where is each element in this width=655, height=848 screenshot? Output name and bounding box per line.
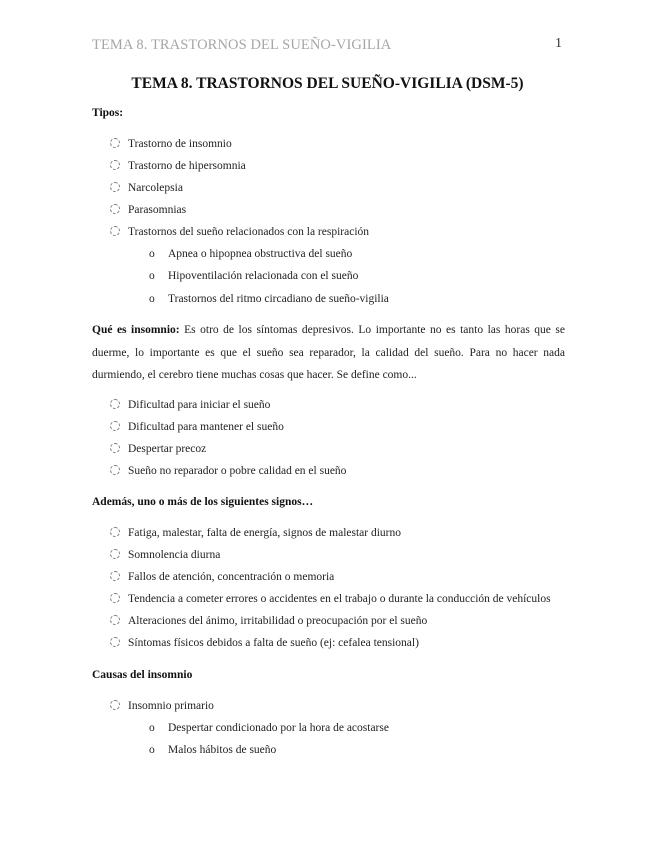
list-item: Dificultad para iniciar el sueño bbox=[110, 399, 270, 411]
insomnio-text: Es otro de los síntomas depresivos. Lo importante no es tanto las horas que se duerme, lo importante es que el sueño sea reparador, la calidad del sueño. Para no hacer nada durmiendo, el cerebro tiene muchas cosas que hacer. Se define como... bbox=[92, 324, 565, 381]
bullet-icon bbox=[110, 465, 120, 475]
page-number: 1 bbox=[555, 36, 562, 51]
bullet-icon bbox=[110, 160, 120, 170]
list-item: Alteraciones del ánimo, irritabilidad o preocupación por el sueño bbox=[110, 615, 427, 627]
insomnio-paragraph bbox=[92, 319, 565, 387]
bullet-icon bbox=[110, 527, 120, 537]
bullet-icon bbox=[110, 637, 120, 647]
bullet-icon bbox=[110, 443, 120, 453]
bullet-icon bbox=[110, 700, 120, 710]
list-item: Despertar precoz bbox=[110, 443, 206, 455]
sub-list-item: o Apnea o hipopnea obstructiva del sueño bbox=[149, 248, 353, 260]
list-item: Trastorno de insomnio bbox=[110, 138, 232, 150]
bullet-icon bbox=[110, 182, 120, 192]
sub-bullet-icon: o bbox=[149, 293, 155, 305]
bullet-icon bbox=[110, 226, 120, 236]
bullet-icon bbox=[110, 421, 120, 431]
sub-list-item: o Malos hábitos de sueño bbox=[149, 744, 277, 756]
list-item: Trastornos del sueño relacionados con la respiración bbox=[110, 226, 369, 238]
list-item: Trastorno de hipersomnia bbox=[110, 160, 246, 172]
list-item: Fallos de atención, concentración o memoria bbox=[110, 571, 334, 583]
sub-list-item: o Trastornos del ritmo circadiano de sueño-vigilia bbox=[149, 293, 389, 305]
sub-bullet-icon: o bbox=[149, 270, 155, 282]
list-item: Fatiga, malestar, falta de energía, signos de malestar diurno bbox=[110, 527, 401, 539]
list-item: Tendencia a cometer errores o accidentes en el trabajo o durante la conducción de vehículos bbox=[110, 593, 551, 605]
sub-list-item: o Despertar condicionado por la hora de acostarse bbox=[149, 722, 389, 734]
list-item: Sueño no reparador o pobre calidad en el sueño bbox=[110, 465, 346, 477]
list-item: Narcolepsia bbox=[110, 182, 183, 194]
bullet-icon bbox=[110, 615, 120, 625]
sub-bullet-icon: o bbox=[149, 722, 155, 734]
bullet-icon bbox=[110, 204, 120, 214]
bullet-icon bbox=[110, 593, 120, 603]
document-title: TEMA 8. TRASTORNOS DEL SUEÑO-VIGILIA (DSM-5) bbox=[131, 75, 524, 92]
sub-list-item: o Hipoventilación relacionada con el sueño bbox=[149, 270, 359, 282]
section-heading-signos: Además, uno o más de los siguientes signos… bbox=[92, 496, 314, 508]
sub-bullet-icon: o bbox=[149, 248, 155, 260]
list-item: Dificultad para mantener el sueño bbox=[110, 421, 284, 433]
section-heading-tipos: Tipos: bbox=[92, 107, 124, 119]
bullet-icon bbox=[110, 571, 120, 581]
list-item: Somnolencia diurna bbox=[110, 549, 220, 561]
bullet-icon bbox=[110, 138, 120, 148]
bullet-icon bbox=[110, 399, 120, 409]
insomnio-label: Qué es insomnio: bbox=[92, 324, 180, 336]
section-heading-causas: Causas del insomnio bbox=[92, 669, 193, 681]
list-item: Síntomas físicos debidos a falta de sueño (ej: cefalea tensional) bbox=[110, 637, 419, 649]
running-header: TEMA 8. TRASTORNOS DEL SUEÑO-VIGILIA bbox=[92, 37, 392, 53]
sub-bullet-icon: o bbox=[149, 744, 155, 756]
bullet-icon bbox=[110, 549, 120, 559]
list-item: Insomnio primario bbox=[110, 700, 214, 712]
list-item: Parasomnias bbox=[110, 204, 186, 216]
